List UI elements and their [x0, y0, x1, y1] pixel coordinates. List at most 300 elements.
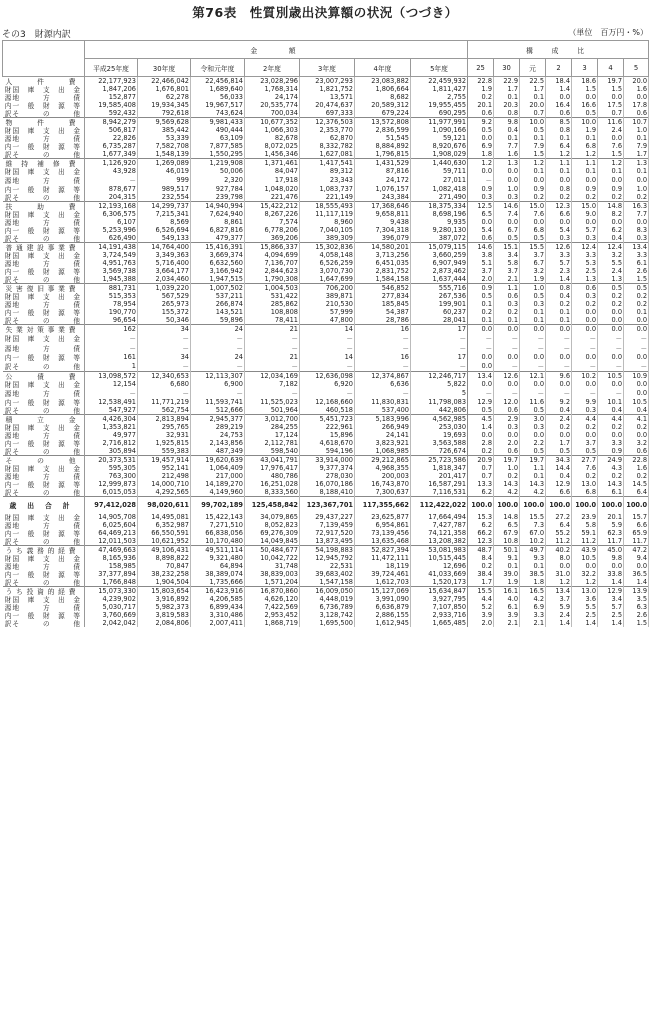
source-row	[3, 343, 649, 353]
ratio-cell: 0.2	[468, 562, 494, 570]
side-char: 財	[4, 335, 12, 343]
ratio-cell: 0.7	[468, 464, 494, 472]
ratio-cell: 0.1	[546, 134, 572, 142]
amount-cell: 2,320	[191, 175, 245, 185]
ratio-cell: 0.0	[572, 431, 598, 439]
amount-cell: 515,353	[85, 292, 138, 300]
ratio-cell: 49.7	[520, 546, 546, 555]
source-label-cell	[3, 175, 85, 185]
ratio-cell: 5.7	[598, 603, 624, 611]
source-label-cell	[3, 398, 85, 406]
source-label-cell	[3, 388, 85, 398]
amount-cell: 20,535,774	[245, 101, 300, 109]
ratio-cell: 43.9	[572, 546, 598, 555]
source-row	[3, 193, 649, 202]
amount-cell: 12,034,169	[245, 372, 300, 381]
ratio-cell: 2.1	[520, 619, 546, 627]
ratio-cell: 1.4	[598, 619, 624, 627]
amount-cell: 2,042,042	[85, 619, 138, 627]
amount-cell: 31,748	[245, 562, 300, 570]
ratio-cell: 9.2	[546, 398, 572, 406]
amount-cell: －	[300, 388, 355, 398]
ratio-cell: 12.6	[546, 243, 572, 252]
ratio-cell: 12.6	[494, 372, 520, 381]
amount-cell: 17,976,417	[245, 464, 300, 472]
amount-cell: 152,877	[85, 93, 138, 101]
ratio-cell: 1.4	[546, 619, 572, 627]
source-label-cell	[3, 619, 85, 627]
amount-cell: 49,977	[85, 431, 138, 439]
ratio-cell: 0.5	[468, 126, 494, 134]
amount-cell: 12,193,168	[85, 202, 138, 211]
ratio-cell: －	[520, 333, 546, 343]
category-row	[3, 77, 649, 86]
amount-cell: 3,823,921	[355, 439, 411, 447]
side-char: 源	[4, 604, 12, 611]
ratio-cell: 7.3	[520, 521, 546, 529]
ratio-cell: 13.4	[546, 587, 572, 596]
amount-cell: 17	[411, 353, 468, 361]
amount-cell: 70,847	[138, 562, 191, 570]
ratio-cell: 3.4	[494, 251, 520, 259]
amount-cell: 12,154	[85, 380, 138, 388]
amount-cell: 7,574	[245, 218, 300, 226]
amount-cell: 1,090,166	[411, 126, 468, 134]
amount-cell: －	[245, 361, 300, 372]
ratio-cell: 0.0	[546, 562, 572, 570]
side-char: 訳	[4, 579, 12, 587]
amount-cell: 125,458,842	[245, 497, 300, 514]
amount-cell: 54,387	[355, 308, 411, 316]
amount-cell: 8,960	[300, 218, 355, 226]
ratio-cell: 2.4	[598, 126, 624, 134]
source-label-cell	[3, 554, 85, 562]
amount-cell: 2,844,623	[245, 267, 300, 275]
ratio-cell: 45.0	[598, 546, 624, 555]
ratio-cell: 67.0	[520, 529, 546, 537]
side-char: 内	[4, 309, 12, 316]
ratio-cell: 1.4	[546, 275, 572, 284]
ratio-cell: 0.1	[624, 134, 649, 142]
amount-cell: 8,569	[138, 218, 191, 226]
source-label: 国庫支出金	[12, 514, 80, 521]
amount-cell: 200,003	[355, 472, 411, 480]
ratio-cell: 100.0	[572, 497, 598, 514]
amount-cell: 14,940,994	[191, 202, 245, 211]
amount-cell: 34	[138, 353, 191, 361]
source-row	[3, 300, 649, 308]
side-char: 訳	[4, 489, 12, 497]
ratio-cell: 0.0	[572, 175, 598, 185]
amount-cell: 41,033,669	[411, 570, 468, 578]
amount-cell: 78,411	[245, 316, 300, 325]
ratio-cell: －	[546, 388, 572, 398]
amount-cell: 6,306,575	[85, 210, 138, 218]
ratio-cell: 2.3	[546, 267, 572, 275]
ratio-cell: 36.5	[624, 570, 649, 578]
amount-cell: 3,070,730	[300, 267, 355, 275]
side-char: 訳	[4, 151, 12, 159]
amount-cell: 1,768,314	[245, 85, 300, 93]
amount-cell: 210,530	[300, 300, 355, 308]
ratio-cell: 14.5	[624, 480, 649, 488]
source-row	[3, 472, 649, 480]
amount-cell: 4,292,565	[138, 488, 191, 497]
header-amount-year: 30年度	[138, 59, 191, 77]
source-label: 一般財源等	[12, 227, 80, 234]
source-label-cell	[3, 218, 85, 226]
ratio-cell: 0.0	[572, 353, 598, 361]
ratio-cell: 16.4	[546, 101, 572, 109]
ratio-cell: －	[572, 343, 598, 353]
ratio-cell: 0.0	[624, 175, 649, 185]
amount-cell: 487,349	[191, 447, 245, 456]
amount-cell: 562,754	[138, 406, 191, 415]
amount-cell: 1,440,630	[411, 159, 468, 168]
ratio-cell: 0.0	[546, 175, 572, 185]
amount-cell: 82,678	[245, 134, 300, 142]
amount-cell: 13,571	[300, 93, 355, 101]
ratio-cell: 10.9	[624, 372, 649, 381]
amount-cell: 162	[85, 325, 138, 334]
amount-cell: 1	[85, 361, 138, 372]
category-label: 人 件 費	[5, 78, 76, 85]
amount-cell: 549,133	[138, 234, 191, 243]
ratio-cell: 0.1	[546, 167, 572, 175]
source-label-cell	[3, 380, 85, 388]
amount-cell: 66,550,591	[138, 529, 191, 537]
ratio-cell: 15.1	[494, 243, 520, 252]
amount-cell: －	[411, 343, 468, 353]
amount-cell: 442,806	[411, 406, 468, 415]
source-label: 一般財源等	[12, 530, 80, 537]
category-row	[3, 159, 649, 168]
ratio-cell: 0.2	[572, 193, 598, 202]
source-label: 地 方 債	[12, 94, 80, 101]
amount-cell: 38,389,074	[191, 570, 245, 578]
amount-cell: 7,624,940	[191, 210, 245, 218]
amount-cell: 11,977,991	[411, 118, 468, 127]
amount-cell: 38,232,258	[138, 570, 191, 578]
amount-cell: 243,384	[355, 193, 411, 202]
amount-cell: －	[191, 361, 245, 372]
amount-cell: 69,276,309	[245, 529, 300, 537]
source-label: 国庫支出金	[12, 335, 80, 343]
source-row	[3, 292, 649, 300]
ratio-cell: 0.2	[546, 423, 572, 431]
source-row	[3, 529, 649, 537]
ratio-cell: 0.1	[520, 308, 546, 316]
ratio-cell: 1.3	[624, 159, 649, 168]
source-label: そ の 他	[12, 235, 80, 243]
ratio-cell: 2.1	[494, 619, 520, 627]
ratio-cell: 11.2	[546, 537, 572, 546]
ratio-cell: 15.7	[624, 513, 649, 521]
ratio-cell: 100.0	[520, 497, 546, 514]
amount-cell: 5	[411, 388, 468, 398]
source-row	[3, 361, 649, 372]
source-row	[3, 109, 649, 118]
ratio-cell: －	[468, 175, 494, 185]
ratio-cell: 1.7	[546, 439, 572, 447]
ratio-cell: 0.2	[624, 423, 649, 431]
source-label-cell	[3, 101, 85, 109]
amount-cell: 592,432	[85, 109, 138, 118]
amount-cell: 8,267,226	[245, 210, 300, 218]
ratio-cell: 10.5	[624, 398, 649, 406]
amount-cell: 1,676,801	[138, 85, 191, 93]
amount-cell: 4,626,120	[245, 595, 300, 603]
amount-cell: 15,302,836	[300, 243, 355, 252]
amount-cell: 84,047	[245, 167, 300, 175]
amount-cell: 389,871	[300, 292, 355, 300]
category-label: うち義務的経費	[5, 547, 76, 554]
amount-cell: 11,798,083	[411, 398, 468, 406]
amount-cell: 3,724,549	[85, 251, 138, 259]
ratio-cell: 1.4	[624, 578, 649, 587]
amount-cell: 2,143,856	[191, 439, 245, 447]
source-label: 一般財源等	[12, 309, 80, 316]
source-label: そ の 他	[12, 538, 80, 546]
side-char: 内	[4, 481, 12, 488]
source-row	[3, 521, 649, 529]
amount-cell: 14,000,710	[138, 480, 191, 488]
ratio-cell: 0.5	[494, 234, 520, 243]
amount-cell: 47,469,663	[85, 546, 138, 555]
amount-cell: 19,620,639	[191, 456, 245, 465]
ratio-cell: 100.0	[494, 497, 520, 514]
ratio-cell: 12.3	[468, 537, 494, 546]
ratio-cell: 10.1	[598, 398, 624, 406]
source-row	[3, 513, 649, 521]
amount-cell: 1,550,295	[191, 150, 245, 159]
source-label-cell	[3, 447, 85, 456]
ratio-cell: 0.5	[520, 234, 546, 243]
source-label: 地 方 債	[12, 563, 80, 570]
amount-cell: 479,377	[191, 234, 245, 243]
amount-cell: 6,526,694	[138, 226, 191, 234]
amount-cell: 8,698,196	[411, 210, 468, 218]
ratio-cell: 1.5	[572, 85, 598, 93]
amount-cell: 6,632,560	[191, 259, 245, 267]
ratio-cell: 0.3	[494, 423, 520, 431]
amount-cell: 3,349,363	[138, 251, 191, 259]
amount-cell: －	[85, 333, 138, 343]
ratio-cell: 0.2	[494, 308, 520, 316]
source-label-cell	[3, 423, 85, 431]
amount-cell: －	[355, 388, 411, 398]
ratio-cell: 6.8	[520, 226, 546, 234]
amount-cell: 12,376,503	[300, 118, 355, 127]
ratio-cell: 9.6	[546, 372, 572, 381]
ratio-cell: 0.5	[572, 447, 598, 456]
ratio-cell: 0.0	[624, 380, 649, 388]
ratio-cell: 9.1	[494, 554, 520, 562]
category-row	[3, 243, 649, 252]
amount-cell: 6,920	[300, 380, 355, 388]
ratio-cell: 0.5	[468, 406, 494, 415]
amount-cell: 506,817	[85, 126, 138, 134]
ratio-cell: 3.2	[624, 439, 649, 447]
source-label: 地 方 債	[12, 260, 80, 267]
source-label: 国庫支出金	[12, 293, 80, 300]
ratio-cell: 6.7	[494, 226, 520, 234]
ratio-cell: 59.1	[572, 529, 598, 537]
amount-cell: 11,525,023	[245, 398, 300, 406]
ratio-cell: 0.0	[572, 316, 598, 325]
amount-cell: 25,723,586	[411, 456, 468, 465]
side-char: 財	[4, 424, 12, 431]
amount-cell: －	[245, 343, 300, 353]
amount-cell: 6,680	[138, 380, 191, 388]
source-label-cell	[3, 150, 85, 159]
ratio-cell: 1.1	[546, 159, 572, 168]
ratio-cell: 0.0	[598, 353, 624, 361]
ratio-cell: 0.0	[468, 361, 494, 372]
source-label: そ の 他	[12, 110, 80, 118]
side-char: 訳	[4, 448, 12, 456]
amount-cell: 2,836,599	[355, 126, 411, 134]
ratio-cell: 3.7	[468, 267, 494, 275]
ratio-cell: 20.1	[468, 101, 494, 109]
amount-cell: 9,981,433	[191, 118, 245, 127]
ratio-cell: 1.8	[520, 578, 546, 587]
amount-cell: 8,682	[355, 93, 411, 101]
ratio-cell: 0.2	[546, 300, 572, 308]
ratio-cell: 1.6	[624, 464, 649, 472]
ratio-cell: 1.0	[494, 464, 520, 472]
amount-cell: 385,442	[138, 126, 191, 134]
ratio-cell: 6.4	[624, 488, 649, 497]
source-row	[3, 398, 649, 406]
amount-cell: 78,954	[85, 300, 138, 308]
category-label-cell	[3, 497, 85, 514]
ratio-cell: 0.0	[572, 380, 598, 388]
ratio-cell: 0.0	[468, 431, 494, 439]
ratio-cell: 1.0	[624, 126, 649, 134]
amount-cell: 1,082,418	[411, 185, 468, 193]
ratio-cell: 15.0	[520, 202, 546, 211]
ratio-cell: 1.9	[520, 275, 546, 284]
ratio-cell: 1.2	[572, 578, 598, 587]
side-char: 源	[4, 135, 12, 142]
amount-cell: 6,954,861	[355, 521, 411, 529]
amount-cell: 19,955,455	[411, 101, 468, 109]
amount-cell: 6,636	[355, 380, 411, 388]
amount-cell: －	[411, 361, 468, 372]
amount-cell: 480,786	[245, 472, 300, 480]
amount-cell: 253,030	[411, 423, 468, 431]
ratio-cell: 1.9	[468, 85, 494, 93]
source-label-cell	[3, 406, 85, 415]
ratio-cell: 3.7	[546, 595, 572, 603]
ratio-cell: 0.0	[572, 218, 598, 226]
ratio-cell: 32.2	[572, 570, 598, 578]
ratio-cell: 0.1	[494, 316, 520, 325]
side-char: 訳	[4, 363, 12, 371]
ratio-cell: 0.0	[494, 380, 520, 388]
source-label-cell	[3, 343, 85, 353]
amount-cell: －	[300, 333, 355, 343]
ratio-cell: 0.4	[598, 406, 624, 415]
ratio-cell: 0.4	[624, 406, 649, 415]
ratio-cell: 1.2	[598, 159, 624, 168]
amount-cell: 1,821,752	[300, 85, 355, 93]
amount-cell: 878,677	[85, 185, 138, 193]
amount-cell: 62,870	[300, 134, 355, 142]
amount-cell: 27,011	[411, 175, 468, 185]
amount-cell: 12,246,717	[411, 372, 468, 381]
amount-cell: 7,422,569	[245, 603, 300, 611]
amount-cell: 1,612,703	[355, 578, 411, 587]
amount-cell: 22,459,932	[411, 77, 468, 86]
ratio-cell: 2.5	[572, 611, 598, 619]
ratio-cell: 12.3	[546, 202, 572, 211]
amount-cell: －	[191, 343, 245, 353]
amount-cell: 10,677,352	[245, 118, 300, 127]
source-label-cell	[3, 603, 85, 611]
ratio-cell: 0.0	[494, 353, 520, 361]
ratio-cell: 2.4	[546, 415, 572, 424]
amount-cell: 16,587,291	[411, 480, 468, 488]
category-label-cell	[3, 587, 85, 596]
ratio-cell: 6.6	[546, 210, 572, 218]
ratio-cell: 8.2	[598, 210, 624, 218]
amount-cell: 158,985	[85, 562, 138, 570]
amount-cell: 7,427,787	[411, 521, 468, 529]
amount-cell: 490,444	[191, 126, 245, 134]
amount-cell: 22,177,923	[85, 77, 138, 86]
source-row	[3, 142, 649, 150]
amount-cell: 3,713,256	[355, 251, 411, 259]
ratio-cell: 1.0	[494, 185, 520, 193]
source-label: そ の 他	[12, 194, 80, 202]
amount-cell: 1,547,158	[300, 578, 355, 587]
source-row	[3, 185, 649, 193]
amount-cell: 7,040,105	[300, 226, 355, 234]
header-amount-year: 3年度	[300, 59, 355, 77]
ratio-cell: 0.2	[598, 193, 624, 202]
category-label: 失業対策事業費	[5, 326, 76, 333]
amount-cell: 1,431,529	[355, 159, 411, 168]
ratio-cell: 2.6	[624, 611, 649, 619]
amount-cell: 12,340,653	[138, 372, 191, 381]
amount-cell: 37,377,894	[85, 570, 138, 578]
ratio-cell: 0.2	[572, 300, 598, 308]
ratio-cell: 7.7	[494, 142, 520, 150]
source-label: そ の 他	[12, 276, 80, 284]
amount-cell: 12,999,873	[85, 480, 138, 488]
ratio-cell: 31.0	[546, 570, 572, 578]
source-row	[3, 464, 649, 472]
amount-cell: 9,280,130	[411, 226, 468, 234]
source-label-cell	[3, 259, 85, 267]
header-year-row	[3, 59, 649, 77]
ratio-cell: 0.0	[468, 380, 494, 388]
ratio-cell: 0.0	[624, 562, 649, 570]
amount-cell: 87,816	[355, 167, 411, 175]
ratio-cell: 0.1	[520, 316, 546, 325]
ratio-cell: 19.7	[598, 77, 624, 86]
source-row	[3, 447, 649, 456]
amount-cell: 1,371,461	[245, 159, 300, 168]
ratio-cell: 16.5	[520, 587, 546, 596]
category-label: 維持補修費	[5, 160, 76, 167]
amount-cell: 29,437,227	[300, 513, 355, 521]
ratio-cell: 0.6	[572, 284, 598, 293]
amount-cell: 2,813,894	[138, 415, 191, 424]
ratio-cell: 0.0	[624, 325, 649, 334]
